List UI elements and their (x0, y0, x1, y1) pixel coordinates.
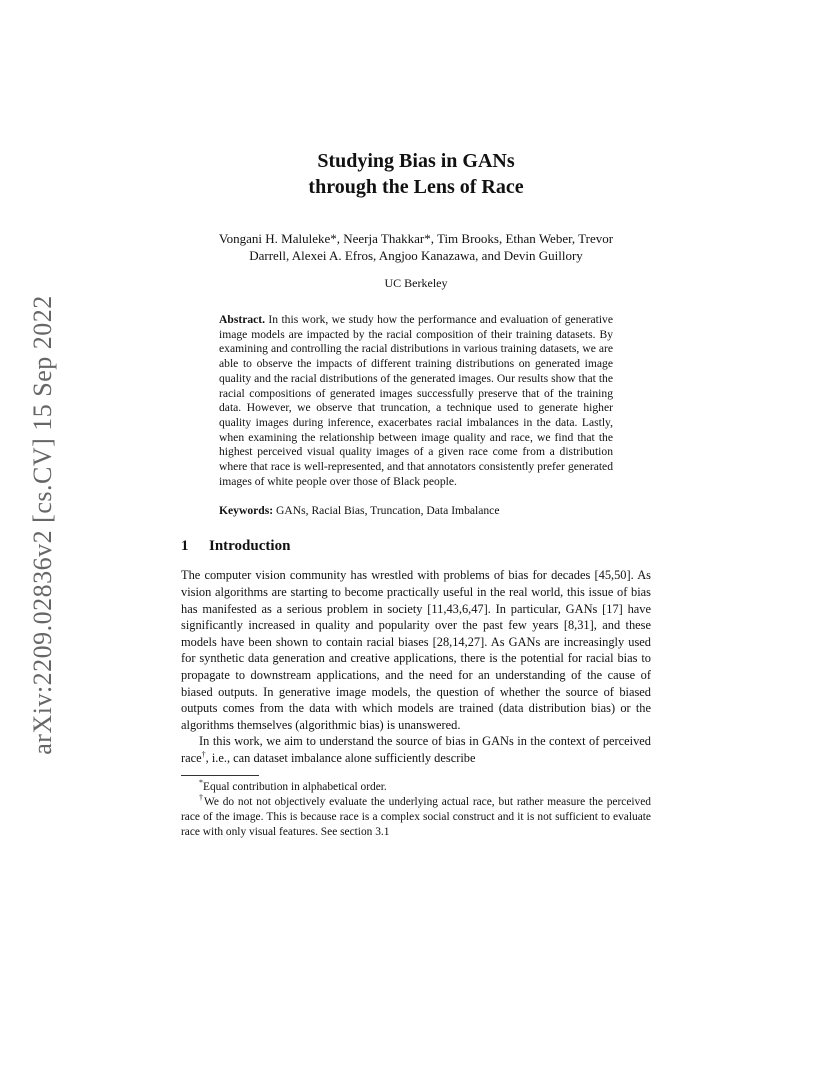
arxiv-id-text: arXiv:2209.02836v2 [cs.CV] 15 Sep 2022 (28, 295, 58, 755)
affiliation: UC Berkeley (384, 276, 448, 290)
introduction-body (181, 567, 651, 766)
paper-page (181, 148, 651, 840)
title-line-1: Studying Bias in GANs (317, 150, 515, 172)
footnotes (181, 777, 651, 840)
footnote-1-mark: * (199, 777, 203, 787)
intro-paragraph-1: The computer vision community has wrestled with problems of bias for decades [45,50]. As vision algorithms are starting to become practically useful in the real world, this issue of bias has manifested as a serious problem in society [11,43,6,47]. In particular, GANs [17] have significantly increased in quality and popularity over the past few years [8,31], and these models have been shown to contain racial biases [28,14,27]. As GANs are increasingly used for synthetic data generation and creative applications, there is the potential for racial bias to propagate to downstream applications, and the need for an understanding of the cause of biased outputs. In generative image models, the question of whether the source of biased outputs comes from the data with which models are trained (data distribution bias) or the algorithms themselves (algorithmic bias) is unanswered. (181, 568, 651, 732)
section-number: 1 (181, 538, 189, 555)
author-list (181, 230, 651, 264)
abstract-text: In this work, we study how the performance and evaluation of generative image models are impacted by the racial composition of their training datasets. By examining and controlling the racial distributions in various training datasets, we are able to observe the impacts of different training distributions on generated image quality and the racial distributions of the generated images. Our results show that the racial compositions of generated images successfully preserve that of the training data. However, we observe that truncation, a technique used to generate higher quality images during inference, exacerbates racial imbalances in the data. Lastly, when examining the relationship between image quality and race, we find that the highest perceived visual quality images of a given race come from a distribution where that race is well-represented, and that annotators consistently prefer generated images of white people over those of Black people. (219, 313, 613, 488)
keywords-text: GANs, Racial Bias, Truncation, Data Imbalance (276, 504, 500, 518)
intro-paragraph-2 (181, 733, 651, 766)
arxiv-identifier-stamp (8, 290, 78, 760)
para2-end: , i.e., can dataset imbalance alone sufficiently describe (205, 750, 476, 765)
footnote-2 (181, 792, 651, 840)
footnote-1-text: Equal contribution in alphabetical order. (203, 780, 387, 793)
keywords-label: Keywords: (219, 504, 274, 518)
abstract (219, 313, 613, 489)
footnote-2-text: We do not not objectively evaluate the underlying actual race, but rather measure the perceived race of the image. This is because race is a complex social construct and it is not sufficient to evaluate race with only visual features. See section 3.1 (181, 795, 651, 838)
para2-start: In this work, we aim to understand the source of bias in GANs in the context of perceived race (181, 734, 651, 765)
section-heading-introduction (181, 538, 651, 555)
keywords (219, 503, 613, 518)
footnote-2-mark: † (199, 792, 204, 802)
title-line-2: through the Lens of Race (308, 176, 524, 198)
footnote-rule (181, 775, 259, 776)
abstract-label: Abstract. (219, 313, 266, 326)
authors-line-1: Vongani H. Maluleke*, Neerja Thakkar*, Tim Brooks, Ethan Weber, Trevor (218, 231, 614, 246)
section-title: Introduction (209, 538, 291, 555)
authors-line-2: Darrell, Alexei A. Efros, Angjoo Kanazawa, and Devin Guillory (249, 248, 583, 263)
footnote-ref-dagger: † (201, 749, 206, 759)
footnote-1 (181, 777, 651, 795)
paper-title (181, 148, 651, 200)
